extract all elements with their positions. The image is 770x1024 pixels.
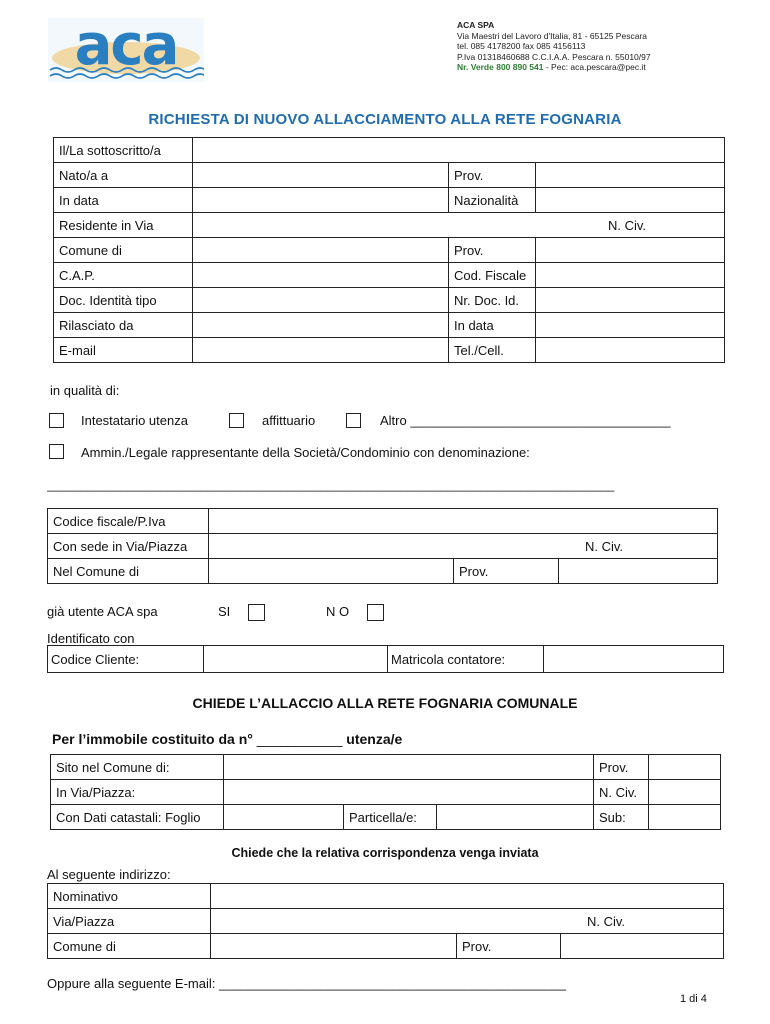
identification-table	[47, 645, 724, 673]
email-field[interactable]	[193, 338, 449, 363]
table-row	[48, 934, 724, 959]
table-row	[48, 559, 718, 584]
correspondence-heading: Chiede che la relativa corrispondenza venga inviata	[231, 846, 539, 860]
issued-by-field[interactable]	[193, 313, 449, 338]
property-count-line	[52, 731, 402, 747]
company-municipality-field[interactable]	[209, 559, 454, 584]
prov-field[interactable]	[536, 163, 725, 188]
property-street-field[interactable]	[224, 780, 594, 805]
company-prov-label: Prov.	[454, 559, 559, 584]
birth-date-field[interactable]	[193, 188, 449, 213]
property-count-field[interactable]: ___________	[256, 731, 343, 747]
company-tax-code-field[interactable]	[209, 509, 718, 534]
correspondence-table	[47, 883, 724, 959]
parcel-field[interactable]	[437, 805, 594, 830]
residence-field[interactable]	[193, 213, 725, 238]
company-prov-field[interactable]	[559, 559, 718, 584]
municipality-label: Comune di	[54, 238, 193, 263]
corr-prov-label: Prov.	[457, 934, 561, 959]
table-row	[54, 263, 725, 288]
address-label: Al seguente indirizzo:	[47, 867, 171, 882]
property-civ-field[interactable]	[649, 780, 721, 805]
table-row	[48, 646, 724, 673]
table-row	[51, 755, 721, 780]
property-municipality-field[interactable]	[224, 755, 594, 780]
meter-field[interactable]	[544, 646, 724, 673]
corr-prov-field[interactable]	[561, 934, 724, 959]
no-checkbox[interactable]	[367, 604, 384, 621]
residence-label: Residente in Via	[54, 213, 193, 238]
undersigned-label: Il/La sottoscritto/a	[54, 138, 193, 163]
other-label: Altro ____________________________________	[380, 413, 671, 428]
meter-label: Matricola contatore:	[388, 646, 544, 673]
birth-date-label: In data	[54, 188, 193, 213]
client-code-label: Codice Cliente:	[48, 646, 204, 673]
nationality-label: Nazionalità	[449, 188, 536, 213]
born-in-field[interactable]	[193, 163, 449, 188]
no-label: N O	[326, 604, 350, 619]
svg-text:aca: aca	[74, 18, 178, 78]
company-seat-label: Con sede in Via/Piazza	[48, 534, 209, 559]
sub-field[interactable]	[649, 805, 721, 830]
table-row	[48, 509, 718, 534]
cap-field[interactable]	[193, 263, 449, 288]
table-row	[54, 338, 725, 363]
capacity-label: in qualità di:	[50, 383, 120, 398]
toll-free-number: Nr. Verde 800 890 541	[457, 62, 544, 72]
holder-checkbox[interactable]	[49, 413, 64, 428]
identified-label: Identificato con	[47, 631, 135, 646]
company-table	[47, 508, 718, 584]
issued-by-label: Rilasciato da	[54, 313, 193, 338]
page-number: 1 di 4	[680, 993, 707, 1005]
property-prov-field[interactable]	[649, 755, 721, 780]
tenant-label: affittuario	[262, 413, 316, 428]
issue-date-field[interactable]	[536, 313, 725, 338]
property-table	[50, 754, 721, 830]
property-street-label: In Via/Piazza:	[51, 780, 224, 805]
corr-municipality-label: Comune di	[48, 934, 211, 959]
table-row	[54, 313, 725, 338]
corr-street-label: Via/Piazza	[48, 909, 211, 934]
cadastral-label: Con Dati catastali: Foglio	[51, 805, 224, 830]
applicant-table	[53, 137, 725, 363]
corr-civ-label: N. Civ.	[586, 913, 625, 929]
id-doc-type-label: Doc. Identità tipo	[54, 288, 193, 313]
company-name-line[interactable]: _____________________________________________________________________________________	[47, 478, 615, 492]
tel-field[interactable]	[536, 338, 725, 363]
company-vat: P.Iva 01318460688 C.C.I.A.A. Pescara n. 55010/97	[457, 51, 651, 62]
form-title: RICHIESTA DI NUOVO ALLACCIAMENTO ALLA RETE FOGNARIA	[148, 111, 622, 128]
id-doc-type-field[interactable]	[193, 288, 449, 313]
client-code-field[interactable]	[204, 646, 388, 673]
table-row	[51, 805, 721, 830]
municipality-field[interactable]	[193, 238, 449, 263]
born-in-label: Nato/a a	[54, 163, 193, 188]
table-row	[48, 884, 724, 909]
table-row	[54, 238, 725, 263]
admin-label: Ammin./Legale rappresentante della Società/Condominio con denominazione:	[81, 445, 530, 460]
table-row	[54, 288, 725, 313]
email-line[interactable]: Oppure alla seguente E-mail: ________________________________________________	[47, 976, 567, 991]
company-phone: tel. 085 4178200 fax 085 4156113	[457, 41, 586, 51]
property-prov-label: Prov.	[594, 755, 649, 780]
company-name: ACA SPA	[457, 20, 495, 30]
email-label: E-mail	[54, 338, 193, 363]
tax-code-label: Cod. Fiscale	[449, 263, 536, 288]
company-tax-code-label: Codice fiscale/P.Iva	[48, 509, 209, 534]
table-row	[54, 188, 725, 213]
company-municipality-label: Nel Comune di	[48, 559, 209, 584]
name-field[interactable]	[211, 884, 724, 909]
table-row	[54, 213, 725, 238]
company-seat-field[interactable]	[209, 534, 718, 559]
corr-street-field[interactable]	[211, 909, 724, 934]
parcel-label: Particella/e:	[344, 805, 437, 830]
table-row	[54, 163, 725, 188]
tenant-checkbox[interactable]	[229, 413, 244, 428]
prov-label: Prov.	[449, 238, 536, 263]
tel-label: Tel./Cell.	[449, 338, 536, 363]
company-header	[457, 20, 757, 73]
tax-code-field[interactable]	[536, 263, 725, 288]
prov-field[interactable]	[536, 238, 725, 263]
aca-logo	[48, 18, 204, 82]
sub-label: Sub:	[594, 805, 649, 830]
name-label: Nominativo	[48, 884, 211, 909]
property-suffix: utenza/e	[346, 731, 403, 747]
cap-label: C.A.P.	[54, 263, 193, 288]
table-row	[48, 909, 724, 934]
property-civ-label: N. Civ.	[594, 780, 649, 805]
company-civ-label: N. Civ.	[584, 538, 623, 554]
civ-label: N. Civ.	[607, 217, 646, 233]
id-doc-nr-label: Nr. Doc. Id.	[449, 288, 536, 313]
other-checkbox[interactable]	[346, 413, 361, 428]
prov-label: Prov.	[449, 163, 536, 188]
property-municipality-label: Sito nel Comune di:	[51, 755, 224, 780]
undersigned-field[interactable]	[193, 138, 725, 163]
corr-municipality-field[interactable]	[211, 934, 457, 959]
table-row	[51, 780, 721, 805]
pec-address: - Pec: aca.pescara@pec.it	[543, 62, 646, 72]
existing-user-label: già utente ACA spa	[47, 604, 158, 619]
holder-label: Intestatario utenza	[81, 413, 188, 428]
admin-checkbox[interactable]	[49, 444, 64, 459]
table-row	[54, 138, 725, 163]
property-prefix: Per l’immobile costituito da n°	[52, 731, 253, 747]
request-heading: CHIEDE L’ALLACCIO ALLA RETE FOGNARIA COMUNALE	[192, 695, 578, 711]
company-address: Via Maestri del Lavoro d'Italia, 81 - 65125 Pescara	[457, 30, 647, 41]
id-doc-nr-field[interactable]	[536, 288, 725, 313]
yes-checkbox[interactable]	[248, 604, 265, 621]
sheet-field[interactable]	[224, 805, 344, 830]
nationality-field[interactable]	[536, 188, 725, 213]
company-contacts	[457, 62, 757, 73]
yes-label: SI	[218, 604, 231, 619]
table-row	[48, 534, 718, 559]
issue-date-label: In data	[449, 313, 536, 338]
